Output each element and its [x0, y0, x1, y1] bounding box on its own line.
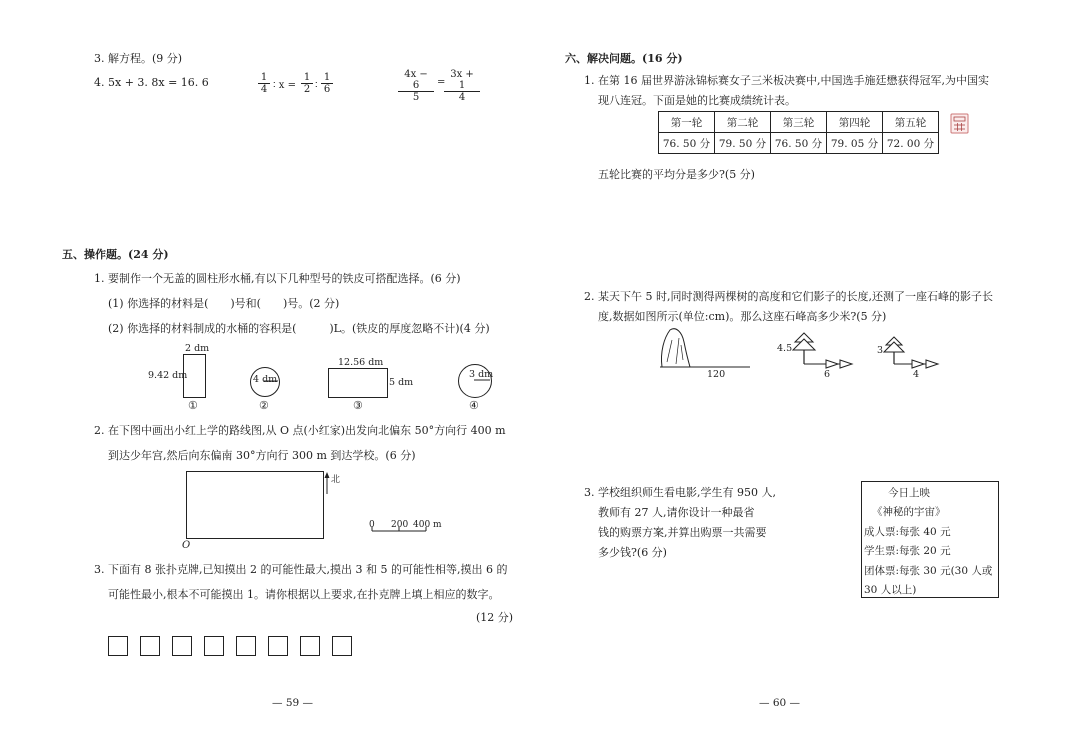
board-title: 今日上映 — [888, 487, 930, 499]
scale-400: 400 m — [413, 520, 442, 530]
page-number-right: — 60 — — [759, 697, 801, 709]
scale-200: 200 — [391, 520, 409, 530]
board-student-price: 学生票:每张 20 元 — [864, 545, 951, 557]
tree2-shadow-label: 4 — [913, 369, 920, 380]
page-number-left: — 59 — — [272, 697, 314, 709]
table-header-cell: 第一轮 — [659, 112, 715, 133]
shape2-label: 4 dm — [253, 374, 278, 385]
table-header-cell: 第四轮 — [827, 112, 883, 133]
shape1-left-label: 9.42 dm — [148, 370, 188, 381]
origin-label: O — [182, 540, 191, 551]
shape1-top-label: 2 dm — [185, 343, 210, 354]
fraction: $\frac{4x - 6}{5}$ — [398, 69, 434, 103]
tree-1-icon — [793, 333, 852, 368]
table-cell: 79. 05 分 — [827, 133, 883, 154]
s6-q1-line2: 现八连冠。下面是她的比赛成绩统计表。 — [598, 94, 796, 107]
s5-q2-line2: 到达少年宫,然后向东偏南 30°方向行 300 m 到达学校。(6 分) — [108, 449, 416, 462]
rock-peak-icon — [661, 329, 690, 367]
s6-q2-line1: 2. 某天下午 5 时,同时测得两棵树的高度和它们影子的长度,还测了一座石峰的影子长 — [584, 290, 993, 303]
shape2-number: ② — [259, 399, 269, 412]
table-cell: 79. 50 分 — [715, 133, 771, 154]
s5-q3-line1: 3. 下面有 8 张扑克牌,已知摸出 2 的可能性最大,摸出 3 和 5 的可能性相等,摸出 6 的 — [94, 563, 508, 576]
fraction: $\frac{1}{4}$ — [258, 72, 270, 95]
table-header-cell: 第三轮 — [771, 112, 827, 133]
s6-q2-line2: 度,数据如图所示(单位:cm)。那么这座石峰高多少米?(5 分) — [598, 310, 887, 323]
tree-2-icon — [884, 337, 938, 368]
shape1-number: ① — [188, 399, 198, 412]
section-5-title: 五、操作题。(24 分) — [62, 248, 169, 261]
table-cell: 72. 00 分 — [883, 133, 939, 154]
tree1-shadow-label: 6 — [824, 369, 831, 380]
s5-q1-sub1: (1) 你选择的材料是( )号和( )号。(2 分) — [108, 297, 340, 310]
q3-heading: 3. 解方程。(9 分) — [94, 52, 183, 65]
s5-q3-score: (12 分) — [476, 611, 514, 624]
board-movie-name: 《神秘的宇宙》 — [872, 506, 946, 518]
fraction: $\frac{3x + 1}{4}$ — [444, 69, 480, 103]
board-adult-price: 成人票:每张 40 元 — [864, 526, 951, 538]
fraction: $\frac{1}{2}$ — [301, 72, 313, 95]
board-group-price: 团体票:每张 30 元(30 人或 — [864, 565, 993, 577]
shape3-number: ③ — [353, 399, 363, 412]
rock-shadow-label: 120 — [707, 369, 726, 380]
s6-q1-line1: 1. 在第 16 届世界游泳锦标赛女子三米板决赛中,中国选手施廷懋获得冠军,为中国实 — [584, 74, 989, 87]
table-cell: 76. 50 分 — [771, 133, 827, 154]
shape3-right-label: 5 dm — [389, 377, 414, 388]
table-header-cell: 第五轮 — [883, 112, 939, 133]
movie-ticket-board — [861, 481, 999, 598]
tree1-height-label: 4.5 — [777, 343, 793, 354]
s6-q3-line3: 钱的购票方案,并算出购票一共需要 — [598, 526, 767, 539]
s6-q1-question: 五轮比赛的平均分是多少?(5 分) — [598, 168, 755, 181]
table-cell: 76. 50 分 — [659, 133, 715, 154]
s5-q3-line2: 可能性最小,根本不可能摸出 1。请你根据以上要求,在扑克牌上填上相应的数字。 — [108, 588, 500, 601]
shape3-top-label: 12.56 dm — [338, 357, 384, 368]
north-label: 北 — [331, 475, 341, 485]
scale-0: 0 — [369, 520, 375, 530]
shape4-number: ④ — [469, 399, 479, 412]
s5-q1-sub2: (2) 你选择的材料制成的水桶的容积是( )L。(铁皮的厚度忽略不计)(4 分) — [108, 322, 490, 335]
board-group-note: 30 人以上) — [864, 584, 917, 596]
s6-q3-line2: 教师有 27 人,请你设计一种最省 — [598, 506, 755, 519]
equation-1: 4. 5x + 3. 8x = 16. 6 — [94, 76, 209, 89]
section-6-title: 六、解决问题。(16 分) — [565, 52, 683, 65]
tree2-height-label: 3 — [877, 345, 884, 356]
s5-q1-text: 1. 要制作一个无盖的圆柱形水桶,有以下几种型号的铁皮可搭配选择。(6 分) — [94, 272, 461, 285]
shape4-label: 3 dm — [469, 369, 494, 380]
s6-q3-line1: 3. 学校组织师生看电影,学生有 950 人, — [584, 486, 776, 499]
s6-q3-line4: 多少钱?(6 分) — [598, 546, 667, 559]
fraction: $\frac{1}{6}$ — [321, 72, 333, 95]
s5-q2-line1: 2. 在下图中画出小红上学的路线图,从 O 点(小红家)出发向北偏东 50°方向行 400 m — [94, 424, 506, 437]
table-header-cell: 第二轮 — [715, 112, 771, 133]
